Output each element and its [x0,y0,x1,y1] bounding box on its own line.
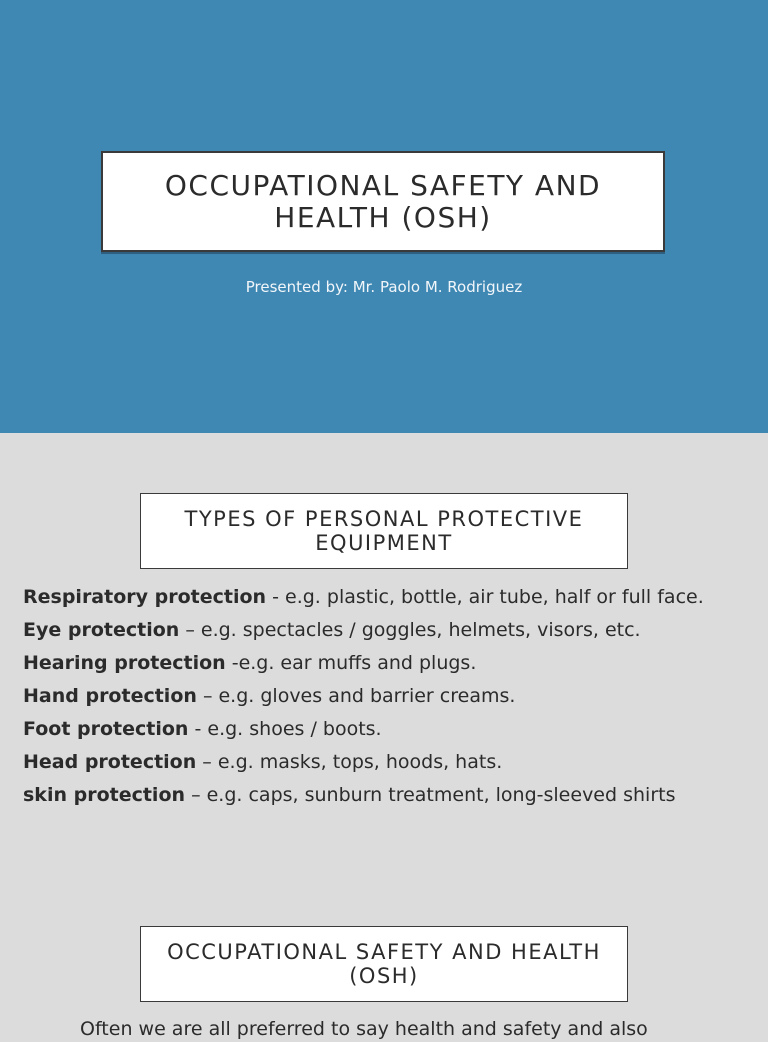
ppe-term: Head protection [23,751,197,773]
ppe-description: – e.g. gloves and barrier creams. [196,685,516,707]
title-slide [0,0,768,433]
ppe-term: Respiratory protection [23,586,267,608]
ppe-list [23,584,743,815]
ppe-term: Foot protection [23,718,189,740]
title-slide-title-box [101,151,665,252]
osh-slide-title-box [140,926,628,1002]
list-item [23,749,743,775]
ppe-slide-heading: TYPES OF PERSONAL PROTECTIVE EQUIPMENT [184,507,584,555]
osh-slide-heading: OCCUPATIONAL SAFETY AND HEALTH (OSH) [167,940,601,988]
ppe-slide [0,433,768,1040]
ppe-description: - e.g. shoes / boots. [188,718,382,740]
ppe-description: – e.g. spectacles / goggles, helmets, visors, etc. [179,619,641,641]
ppe-term: Hand protection [23,685,197,707]
ppe-description: -e.g. ear muffs and plugs. [225,652,477,674]
list-item [23,584,743,610]
list-item [23,617,743,643]
ppe-term: Hearing protection [23,652,226,674]
title-slide-heading: OCCUPATIONAL SAFETY AND HEALTH (OSH) [164,168,602,234]
osh-slide-partial-text: Often we are all preferred to say health and safety and also [80,1018,648,1040]
list-item [23,782,743,808]
ppe-description: – e.g. masks, tops, hoods, hats. [196,751,503,773]
ppe-description: - e.g. plastic, bottle, air tube, half or full face. [266,586,704,608]
ppe-slide-title-box [140,493,628,569]
list-item [23,650,743,676]
ppe-term: Eye protection [23,619,180,641]
ppe-description: – e.g. caps, sunburn treatment, long-sleeved shirts [185,784,676,806]
list-item [23,716,743,742]
list-item [23,683,743,709]
title-slide-presenter: Presented by: Mr. Paolo M. Rodriguez [245,278,523,296]
ppe-term: skin protection [23,784,186,806]
